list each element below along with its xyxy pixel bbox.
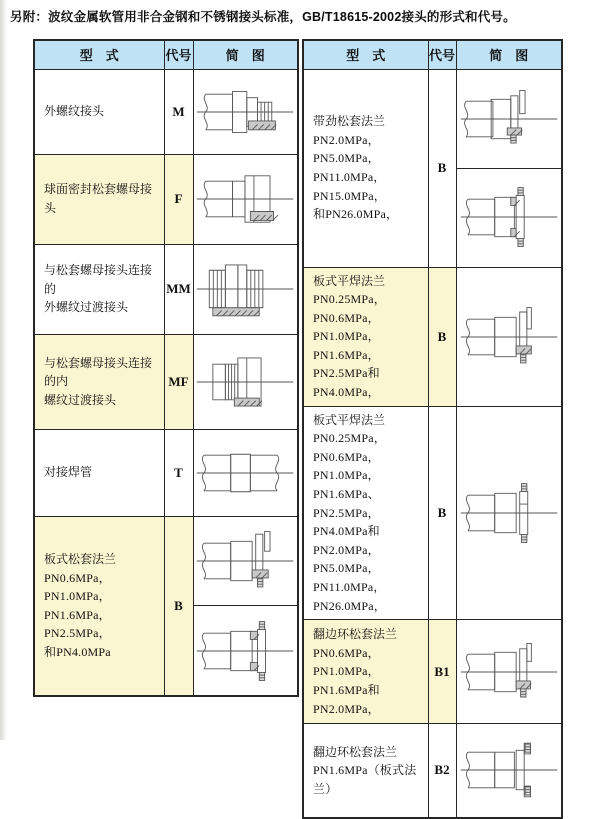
header-cell-type: 型 式 xyxy=(303,40,428,69)
female-transition-nipple-diagram xyxy=(194,335,298,428)
type-line: PN1.0MPa，PN1.6MPa、 xyxy=(313,468,380,502)
table-row xyxy=(34,244,298,334)
page-title: 另附：波纹金属软管用非合金钢和不锈钢接头标准，GB/T18615-2002接头的形式和代号。 xyxy=(10,10,516,24)
header-row xyxy=(34,40,298,69)
table-row xyxy=(34,429,298,516)
table-row xyxy=(303,69,562,267)
butt-weld-pipe-diagram xyxy=(194,430,298,515)
type-cell xyxy=(34,154,164,244)
type-line: 翻边环松套法兰 xyxy=(313,627,398,642)
code-cell: F xyxy=(164,154,193,244)
type-line: 球面密封松套螺母接头 xyxy=(44,182,153,215)
plate-loose-flange-diagram xyxy=(194,517,298,606)
table-row xyxy=(34,516,298,696)
header-cell-diagram: 简 图 xyxy=(456,40,562,69)
type-line: PN0.6MPa，PN1.0MPa， xyxy=(44,570,111,604)
type-line: 对接焊管 xyxy=(44,465,93,480)
type-line: 和PN26.0MPa， xyxy=(313,207,399,222)
diagram-cell xyxy=(193,69,298,154)
diagram-cell xyxy=(456,724,562,818)
code-cell: MM xyxy=(164,244,193,334)
code-cell: B xyxy=(428,267,456,406)
code-cell: MF xyxy=(164,334,193,429)
header-cell-code: 代号 xyxy=(164,40,193,69)
fitting-table-left xyxy=(33,39,299,697)
type-line: 外螺纹过渡接头 xyxy=(44,300,129,315)
type-cell xyxy=(303,724,428,818)
plate-weld-flange-2-diagram xyxy=(457,457,562,568)
table-row xyxy=(303,620,562,724)
diagram-cell xyxy=(193,154,298,244)
type-cell xyxy=(34,334,164,429)
type-line: 带劲松套法兰 xyxy=(313,114,386,129)
type-line: PN1.0MPa，PN1.6MPa， xyxy=(313,329,380,362)
neck-loose-flange-diagram xyxy=(457,70,562,168)
diagram-cell xyxy=(456,406,562,620)
spherical-seal-nut-joint-diagram xyxy=(194,155,298,243)
code-cell: M xyxy=(164,69,193,154)
diagram-cell xyxy=(193,516,298,696)
type-cell xyxy=(34,516,164,696)
type-line: 板式松套法兰 xyxy=(44,551,117,566)
type-cell xyxy=(303,69,428,267)
type-line: PN2.5MPa，PN4.0MPa和 xyxy=(313,505,380,539)
type-line: PN2.5MPa和PN4.0MPa， xyxy=(313,366,380,400)
type-cell xyxy=(34,69,164,154)
type-line: PN1.6MPa和PN2.0MPa， xyxy=(313,682,380,716)
code-cell: B xyxy=(164,516,193,696)
header-cell-diagram: 简 图 xyxy=(193,40,298,69)
type-line: 翻边环松套法兰 xyxy=(313,744,398,759)
type-line: PN0.6MPa，PN1.0MPa， xyxy=(313,645,380,679)
type-line: PN2.0MPa，PN5.0MPa， xyxy=(313,132,380,166)
code-cell: B xyxy=(428,406,456,620)
type-cell xyxy=(303,406,428,620)
type-line: PN2.0MPa，PN5.0MPa， xyxy=(313,542,380,576)
type-line: PN0.25MPa，PN0.6MPa， xyxy=(313,292,387,325)
type-line: 与松套螺母接头连接的内 xyxy=(44,355,153,389)
table-row xyxy=(34,154,298,244)
type-line: 外螺纹接头 xyxy=(44,104,105,119)
diagram-cell xyxy=(193,334,298,429)
fitting-tables xyxy=(33,39,563,819)
code-cell: T xyxy=(164,429,193,516)
header-row xyxy=(303,40,562,69)
diagram-cell xyxy=(193,429,298,516)
header-cell-code: 代号 xyxy=(428,40,456,69)
code-cell: B1 xyxy=(428,620,456,724)
type-line: PN1.6MPa（板式法兰） xyxy=(313,763,417,796)
fitting-table-right xyxy=(302,39,563,819)
type-line: 螺纹过渡接头 xyxy=(44,392,117,407)
type-line: PN1.6MPa，PN2.5MPa， xyxy=(44,607,111,641)
type-line: PN11.0MPa，PN26.0MPa， xyxy=(313,580,387,613)
code-cell: B2 xyxy=(428,724,456,818)
diagram-cell xyxy=(456,69,562,267)
type-cell xyxy=(34,429,164,516)
table-row xyxy=(303,724,562,818)
plate-loose-flange-back-diagram xyxy=(194,605,298,695)
type-line: 与松套螺母接头连接的 xyxy=(44,263,153,296)
male-transition-nipple-diagram xyxy=(194,245,298,333)
type-line: 板式平焊法兰 xyxy=(313,412,386,427)
table-row xyxy=(303,406,562,620)
diagram-cell xyxy=(456,267,562,406)
table-row xyxy=(34,69,298,154)
type-line: 和PN4.0MPa xyxy=(44,644,111,659)
diagram-cell xyxy=(193,244,298,334)
code-cell: B xyxy=(428,69,456,267)
type-line: PN0.25MPa，PN0.6MPa， xyxy=(313,431,387,464)
flanged-ring-loose-flange-diagram xyxy=(457,621,562,723)
male-thread-joint-diagram xyxy=(194,70,298,153)
page-edge-shading xyxy=(0,0,7,740)
type-line: 板式平焊法兰 xyxy=(313,273,386,288)
type-line: PN11.0MPa，PN15.0MPa， xyxy=(313,170,387,203)
header-cell-type: 型 式 xyxy=(34,40,164,69)
plate-weld-flange-diagram xyxy=(457,279,562,395)
table-row xyxy=(303,267,562,406)
type-cell xyxy=(303,620,428,724)
neck-loose-flange-back-diagram xyxy=(457,168,562,267)
type-cell xyxy=(303,267,428,406)
type-cell xyxy=(34,244,164,334)
diagram-cell xyxy=(456,620,562,724)
table-row xyxy=(34,334,298,429)
flanged-ring-plate-flange-diagram xyxy=(457,724,562,816)
